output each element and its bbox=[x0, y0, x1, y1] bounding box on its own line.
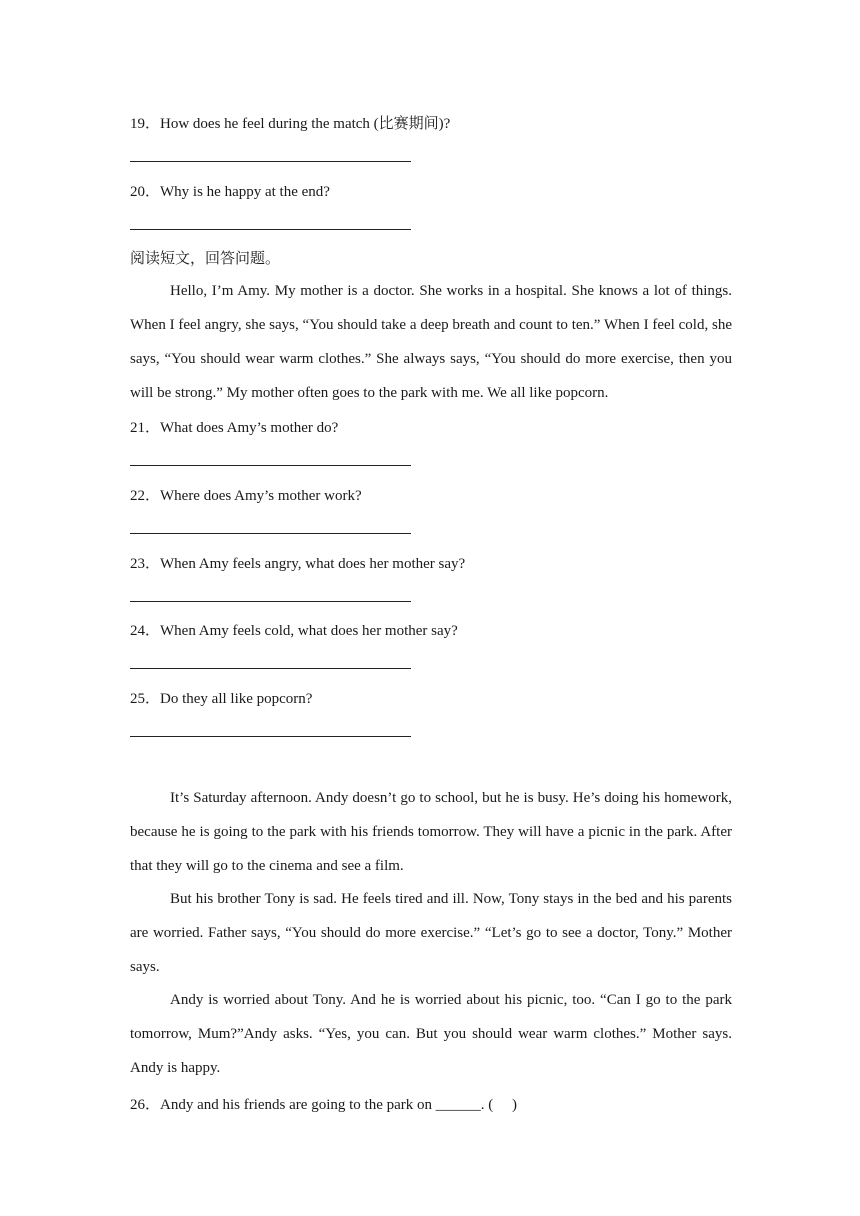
answer-line-19[interactable] bbox=[130, 161, 411, 162]
question-20: 20．Why is he happy at the end? bbox=[130, 184, 330, 200]
answer-line-21[interactable] bbox=[130, 465, 411, 466]
question-23: 23．When Amy feels angry, what does her mother say? bbox=[130, 556, 466, 572]
passage-1: Hello, I’m Amy. My mother is a doctor. She works in a hospital. She knows a lot of things. When I feel angry, she says, “You should take a deep breath and count to ten.” When I feel cold, she says, “You should wear warm clothes.” She always says, “You should do more exercise, then you will be strong.” My mother often goes to the park with me. We all like popcorn. bbox=[130, 283, 732, 401]
answer-line-22[interactable] bbox=[130, 533, 411, 534]
question-19: 19．How does he feel during the match (比赛期间)? bbox=[130, 116, 451, 132]
answer-line-24[interactable] bbox=[130, 668, 411, 669]
question-22: 22．Where does Amy’s mother work? bbox=[130, 488, 362, 504]
question-24: 24．When Amy feels cold, what does her mother say? bbox=[130, 623, 458, 639]
reading-instruction: 阅读短文，回答问题。 bbox=[130, 251, 281, 267]
answer-line-23[interactable] bbox=[130, 601, 411, 602]
question-25: 25．Do they all like popcorn? bbox=[130, 691, 313, 707]
question-26: 26．Andy and his friends are going to the park on ______. ( ) bbox=[130, 1097, 518, 1113]
passage-2-paragraph-2: But his brother Tony is sad. He feels tired and ill. Now, Tony stays in the bed and his parents are worried. Father says, “You should do more exercise.” “Let’s go to see a doctor, Tony.” Mother says. bbox=[130, 891, 732, 975]
answer-line-20[interactable] bbox=[130, 229, 411, 230]
answer-line-25[interactable] bbox=[130, 736, 411, 737]
question-21: 21．What does Amy’s mother do? bbox=[130, 420, 339, 436]
passage-2-paragraph-3: Andy is worried about Tony. And he is worried about his picnic, too. “Can I go to the park tomorrow, Mum?”Andy asks. “Yes, you can. But you should wear warm clothes.” Mother says. Andy is happy. bbox=[130, 992, 732, 1076]
passage-2-paragraph-1: It’s Saturday afternoon. Andy doesn’t go to school, but he is busy. He’s doing his homework, because he is going to the park with his friends tomorrow. They will have a picnic in the park. After that they will go to the cinema and see a film. bbox=[130, 790, 732, 874]
